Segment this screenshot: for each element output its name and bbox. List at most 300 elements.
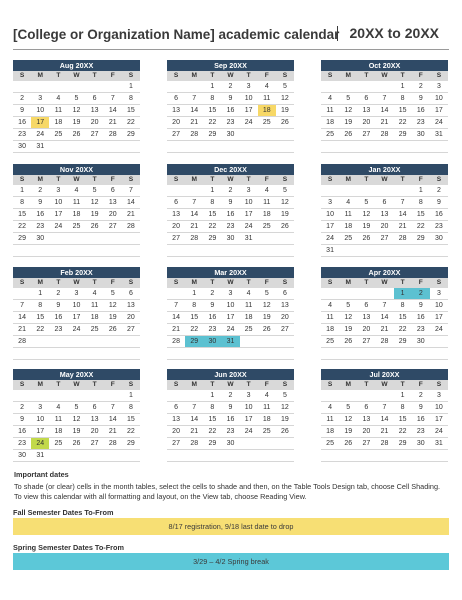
- day-cell[interactable]: [339, 390, 357, 401]
- day-cell[interactable]: 24: [435, 119, 443, 126]
- day-cell[interactable]: [412, 348, 430, 359]
- day-cell[interactable]: [49, 233, 67, 244]
- day-cell[interactable]: 2: [210, 290, 215, 297]
- day-cell[interactable]: 14: [190, 416, 199, 423]
- day-cell[interactable]: 23: [54, 326, 63, 333]
- day-cell[interactable]: 3: [38, 95, 43, 102]
- day-cell[interactable]: [185, 141, 203, 152]
- day-cell[interactable]: 14: [127, 199, 135, 206]
- day-cell[interactable]: 27: [362, 338, 371, 345]
- day-cell[interactable]: 22: [398, 326, 407, 333]
- day-cell[interactable]: 10: [326, 211, 334, 218]
- day-cell[interactable]: [339, 141, 357, 152]
- day-cell[interactable]: 15: [208, 416, 217, 423]
- day-cell[interactable]: 3: [38, 404, 43, 411]
- day-cell[interactable]: [167, 450, 185, 461]
- day-cell[interactable]: [13, 245, 31, 256]
- day-cell[interactable]: 26: [281, 428, 289, 435]
- day-cell[interactable]: 18: [344, 223, 353, 230]
- day-cell[interactable]: 2: [38, 187, 43, 194]
- day-cell[interactable]: 11: [90, 302, 99, 309]
- day-cell[interactable]: 14: [190, 107, 199, 114]
- day-cell[interactable]: [86, 390, 104, 401]
- day-cell[interactable]: [31, 81, 49, 92]
- day-cell[interactable]: 22: [208, 223, 217, 230]
- day-cell[interactable]: 31: [36, 143, 45, 150]
- day-cell[interactable]: 27: [362, 440, 371, 447]
- day-cell[interactable]: 15: [36, 314, 45, 321]
- day-cell[interactable]: 17: [226, 314, 235, 321]
- day-cell[interactable]: 7: [382, 302, 387, 309]
- day-cell[interactable]: 30: [226, 235, 235, 242]
- day-cell[interactable]: 22: [18, 223, 26, 230]
- day-cell[interactable]: 24: [326, 235, 334, 242]
- day-cell[interactable]: 20: [90, 119, 99, 126]
- day-cell[interactable]: 25: [54, 440, 63, 447]
- day-cell[interactable]: [321, 81, 339, 92]
- day-cell[interactable]: 23: [36, 223, 45, 230]
- day-cell[interactable]: 15: [127, 416, 135, 423]
- day-cell[interactable]: [86, 348, 104, 359]
- day-cell[interactable]: 2: [418, 392, 423, 399]
- day-cell[interactable]: 20: [362, 119, 371, 126]
- day-cell[interactable]: 1: [128, 392, 133, 399]
- day-cell[interactable]: [375, 348, 393, 359]
- day-cell[interactable]: 26: [72, 440, 81, 447]
- day-cell[interactable]: 17: [435, 416, 443, 423]
- day-cell[interactable]: 30: [203, 336, 221, 347]
- day-cell[interactable]: 10: [244, 199, 253, 206]
- day-cell[interactable]: 31: [221, 336, 239, 347]
- day-cell[interactable]: [412, 245, 430, 256]
- day-cell[interactable]: [357, 288, 375, 299]
- day-cell[interactable]: 14: [190, 211, 199, 218]
- day-cell[interactable]: 14: [398, 211, 407, 218]
- day-cell[interactable]: [167, 390, 185, 401]
- day-cell[interactable]: [67, 336, 85, 347]
- day-cell[interactable]: 23: [416, 119, 425, 126]
- day-cell[interactable]: [13, 348, 31, 359]
- day-cell[interactable]: [49, 336, 67, 347]
- day-cell[interactable]: 9: [38, 199, 43, 206]
- day-cell[interactable]: [375, 288, 393, 299]
- day-cell[interactable]: [49, 390, 67, 401]
- day-cell[interactable]: 21: [172, 326, 180, 333]
- day-cell[interactable]: 1: [128, 83, 133, 90]
- day-cell[interactable]: 16: [226, 211, 235, 218]
- day-cell[interactable]: 23: [226, 223, 235, 230]
- day-cell[interactable]: 10: [226, 302, 235, 309]
- day-cell[interactable]: 2: [20, 404, 25, 411]
- day-cell[interactable]: [221, 450, 239, 461]
- day-cell[interactable]: 16: [416, 107, 425, 114]
- day-cell[interactable]: 30: [18, 143, 26, 150]
- day-cell[interactable]: [203, 450, 221, 461]
- day-cell[interactable]: 3: [246, 187, 251, 194]
- day-cell[interactable]: 6: [364, 95, 369, 102]
- day-cell[interactable]: [394, 185, 412, 196]
- day-cell[interactable]: [86, 336, 104, 347]
- day-cell[interactable]: [258, 245, 276, 256]
- day-cell[interactable]: [203, 141, 221, 152]
- day-cell[interactable]: 20: [108, 211, 117, 218]
- day-cell[interactable]: 25: [262, 223, 271, 230]
- day-cell[interactable]: [67, 390, 85, 401]
- day-cell[interactable]: 13: [90, 416, 99, 423]
- day-cell[interactable]: [258, 348, 276, 359]
- day-cell[interactable]: 16: [226, 416, 235, 423]
- day-cell[interactable]: [240, 245, 258, 256]
- day-cell[interactable]: 27: [281, 326, 289, 333]
- day-cell[interactable]: [430, 348, 448, 359]
- day-cell[interactable]: [394, 245, 412, 256]
- day-cell[interactable]: 28: [380, 131, 389, 138]
- day-cell[interactable]: [122, 245, 140, 256]
- day-cell[interactable]: 22: [416, 223, 425, 230]
- day-cell[interactable]: [104, 348, 122, 359]
- day-cell[interactable]: [67, 450, 85, 461]
- day-cell[interactable]: [276, 348, 294, 359]
- day-cell[interactable]: 22: [36, 326, 45, 333]
- day-cell[interactable]: 9: [418, 404, 423, 411]
- day-cell[interactable]: [31, 245, 49, 256]
- day-cell[interactable]: 21: [127, 211, 135, 218]
- day-cell[interactable]: 29: [398, 131, 407, 138]
- day-cell[interactable]: 15: [208, 211, 217, 218]
- day-cell[interactable]: 18: [326, 119, 334, 126]
- day-cell[interactable]: 16: [226, 107, 235, 114]
- day-cell[interactable]: [185, 81, 203, 92]
- day-cell[interactable]: 23: [18, 440, 26, 447]
- day-cell[interactable]: 31: [244, 235, 253, 242]
- day-cell[interactable]: 4: [264, 392, 269, 399]
- day-cell[interactable]: 15: [416, 211, 425, 218]
- day-cell[interactable]: 4: [264, 187, 269, 194]
- day-cell[interactable]: 18: [90, 314, 99, 321]
- day-cell[interactable]: 2: [228, 392, 233, 399]
- day-cell[interactable]: [412, 450, 430, 461]
- day-cell[interactable]: 7: [110, 404, 115, 411]
- day-cell[interactable]: 5: [92, 187, 97, 194]
- day-cell[interactable]: 5: [364, 199, 369, 206]
- day-cell[interactable]: [321, 288, 339, 299]
- day-cell[interactable]: 13: [90, 107, 99, 114]
- day-cell[interactable]: 15: [398, 314, 407, 321]
- day-cell[interactable]: 15: [398, 107, 407, 114]
- day-cell[interactable]: [86, 233, 104, 244]
- day-cell[interactable]: 28: [108, 131, 117, 138]
- day-cell[interactable]: 14: [380, 107, 389, 114]
- day-cell[interactable]: 26: [344, 131, 353, 138]
- day-cell[interactable]: 25: [262, 119, 271, 126]
- day-cell[interactable]: 17: [36, 428, 45, 435]
- day-cell[interactable]: [357, 450, 375, 461]
- day-cell[interactable]: 30: [36, 235, 45, 242]
- day-cell[interactable]: [185, 390, 203, 401]
- day-cell[interactable]: 17: [326, 223, 334, 230]
- day-cell[interactable]: 24: [36, 131, 45, 138]
- day-cell[interactable]: 14: [18, 314, 26, 321]
- day-cell[interactable]: 2: [20, 95, 25, 102]
- day-cell[interactable]: 27: [172, 440, 180, 447]
- day-cell[interactable]: 3: [436, 392, 441, 399]
- day-cell[interactable]: 18: [326, 326, 334, 333]
- day-cell[interactable]: 27: [108, 223, 117, 230]
- day-cell[interactable]: 4: [264, 83, 269, 90]
- day-cell[interactable]: 22: [127, 428, 135, 435]
- day-cell[interactable]: 27: [380, 235, 389, 242]
- day-cell[interactable]: 22: [190, 326, 199, 333]
- day-cell[interactable]: [375, 81, 393, 92]
- day-cell[interactable]: 15: [190, 314, 199, 321]
- day-cell[interactable]: [276, 129, 294, 140]
- day-cell[interactable]: 26: [90, 223, 99, 230]
- day-cell[interactable]: 11: [326, 314, 334, 321]
- day-cell[interactable]: 1: [394, 288, 412, 299]
- day-cell[interactable]: 21: [108, 119, 117, 126]
- day-cell[interactable]: [67, 233, 85, 244]
- day-cell[interactable]: [258, 129, 276, 140]
- day-cell[interactable]: 25: [90, 326, 99, 333]
- day-cell[interactable]: 16: [54, 314, 63, 321]
- day-cell[interactable]: [375, 390, 393, 401]
- day-cell[interactable]: [276, 141, 294, 152]
- day-cell[interactable]: [86, 141, 104, 152]
- day-cell[interactable]: [104, 141, 122, 152]
- day-cell[interactable]: [321, 390, 339, 401]
- day-cell[interactable]: 5: [74, 95, 79, 102]
- day-cell[interactable]: 12: [262, 302, 271, 309]
- day-cell[interactable]: 12: [362, 211, 371, 218]
- day-cell[interactable]: [375, 141, 393, 152]
- day-cell[interactable]: 29: [18, 235, 26, 242]
- spring-semester-dates[interactable]: 3/29 – 4/2 Spring break: [13, 553, 449, 570]
- day-cell[interactable]: 24: [31, 438, 49, 449]
- day-cell[interactable]: 27: [172, 235, 180, 242]
- day-cell[interactable]: [276, 245, 294, 256]
- day-cell[interactable]: [104, 81, 122, 92]
- day-cell[interactable]: 24: [435, 428, 443, 435]
- day-cell[interactable]: 11: [263, 95, 271, 102]
- day-cell[interactable]: 14: [380, 416, 389, 423]
- day-cell[interactable]: 9: [436, 199, 441, 206]
- day-cell[interactable]: 6: [364, 404, 369, 411]
- day-cell[interactable]: 16: [18, 119, 26, 126]
- day-cell[interactable]: 11: [344, 211, 352, 218]
- day-cell[interactable]: 5: [264, 290, 269, 297]
- day-cell[interactable]: 12: [72, 107, 81, 114]
- day-cell[interactable]: [167, 288, 185, 299]
- day-cell[interactable]: 10: [435, 404, 443, 411]
- day-cell[interactable]: 18: [262, 416, 271, 423]
- day-cell[interactable]: 28: [172, 338, 180, 345]
- day-cell[interactable]: [240, 336, 258, 347]
- day-cell[interactable]: [13, 390, 31, 401]
- day-cell[interactable]: 20: [362, 428, 371, 435]
- day-cell[interactable]: 26: [344, 440, 353, 447]
- day-cell[interactable]: 22: [208, 428, 217, 435]
- day-cell[interactable]: 27: [90, 131, 99, 138]
- day-cell[interactable]: [357, 245, 375, 256]
- day-cell[interactable]: 7: [192, 199, 197, 206]
- day-cell[interactable]: 24: [72, 326, 81, 333]
- day-cell[interactable]: 25: [344, 235, 353, 242]
- day-cell[interactable]: [357, 141, 375, 152]
- day-cell[interactable]: 28: [380, 440, 389, 447]
- day-cell[interactable]: 30: [416, 338, 425, 345]
- day-cell[interactable]: 18: [72, 211, 81, 218]
- day-cell[interactable]: 4: [56, 404, 61, 411]
- day-cell[interactable]: [357, 348, 375, 359]
- day-cell[interactable]: 17: [244, 416, 253, 423]
- day-cell[interactable]: 14: [172, 314, 180, 321]
- day-cell[interactable]: 27: [127, 326, 135, 333]
- day-cell[interactable]: 1: [210, 392, 215, 399]
- day-cell[interactable]: 25: [262, 428, 271, 435]
- day-cell[interactable]: 29: [185, 336, 203, 347]
- day-cell[interactable]: 15: [208, 107, 217, 114]
- day-cell[interactable]: 23: [435, 223, 443, 230]
- day-cell[interactable]: 21: [380, 326, 389, 333]
- day-cell[interactable]: 27: [172, 131, 180, 138]
- day-cell[interactable]: 12: [90, 199, 99, 206]
- day-cell[interactable]: 16: [18, 428, 26, 435]
- day-cell[interactable]: 19: [281, 416, 289, 423]
- day-cell[interactable]: [221, 141, 239, 152]
- day-cell[interactable]: 12: [344, 314, 353, 321]
- day-cell[interactable]: [122, 233, 140, 244]
- day-cell[interactable]: [339, 288, 357, 299]
- day-cell[interactable]: [339, 245, 357, 256]
- day-cell[interactable]: [185, 245, 203, 256]
- day-cell[interactable]: 24: [54, 223, 63, 230]
- day-cell[interactable]: 12: [281, 199, 289, 206]
- day-cell[interactable]: [203, 245, 221, 256]
- day-cell[interactable]: 21: [398, 223, 407, 230]
- day-cell[interactable]: 31: [36, 452, 45, 459]
- day-cell[interactable]: 11: [263, 199, 271, 206]
- day-cell[interactable]: [339, 348, 357, 359]
- day-cell[interactable]: [31, 348, 49, 359]
- day-cell[interactable]: 6: [92, 404, 97, 411]
- day-cell[interactable]: 28: [18, 338, 26, 345]
- day-cell[interactable]: 5: [282, 392, 287, 399]
- day-cell[interactable]: 20: [281, 314, 289, 321]
- day-cell[interactable]: 30: [416, 440, 425, 447]
- day-cell[interactable]: 1: [418, 187, 423, 194]
- day-cell[interactable]: [394, 450, 412, 461]
- day-cell[interactable]: 18: [54, 119, 63, 126]
- day-cell[interactable]: 26: [344, 338, 353, 345]
- day-cell[interactable]: [122, 141, 140, 152]
- day-cell[interactable]: 4: [328, 404, 333, 411]
- day-cell[interactable]: 19: [90, 211, 99, 218]
- day-cell[interactable]: 8: [210, 199, 215, 206]
- day-cell[interactable]: 23: [226, 119, 235, 126]
- day-cell[interactable]: 23: [208, 326, 217, 333]
- day-cell[interactable]: 2: [436, 187, 441, 194]
- day-cell[interactable]: 20: [172, 428, 180, 435]
- day-cell[interactable]: 29: [127, 440, 135, 447]
- day-cell[interactable]: [49, 348, 67, 359]
- day-cell[interactable]: [49, 81, 67, 92]
- day-cell[interactable]: 21: [380, 428, 389, 435]
- day-cell[interactable]: 28: [190, 131, 199, 138]
- day-cell[interactable]: 17: [31, 117, 49, 128]
- day-cell[interactable]: 19: [281, 211, 289, 218]
- day-cell[interactable]: 20: [362, 326, 371, 333]
- day-cell[interactable]: 11: [326, 416, 334, 423]
- day-cell[interactable]: 27: [90, 440, 99, 447]
- day-cell[interactable]: [430, 336, 448, 347]
- day-cell[interactable]: 17: [435, 314, 443, 321]
- day-cell[interactable]: 1: [210, 187, 215, 194]
- day-cell[interactable]: 5: [346, 95, 351, 102]
- day-cell[interactable]: 31: [435, 131, 443, 138]
- day-cell[interactable]: 8: [210, 95, 215, 102]
- day-cell[interactable]: [104, 336, 122, 347]
- day-cell[interactable]: 29: [398, 440, 407, 447]
- day-cell[interactable]: 18: [54, 428, 63, 435]
- day-cell[interactable]: 23: [18, 131, 26, 138]
- day-cell[interactable]: [258, 450, 276, 461]
- day-cell[interactable]: [167, 348, 185, 359]
- day-cell[interactable]: 29: [208, 131, 217, 138]
- day-cell[interactable]: 8: [20, 199, 25, 206]
- day-cell[interactable]: 28: [127, 223, 135, 230]
- day-cell[interactable]: 7: [174, 302, 179, 309]
- day-cell[interactable]: 19: [344, 428, 353, 435]
- day-cell[interactable]: 21: [18, 326, 26, 333]
- day-cell[interactable]: 25: [326, 440, 334, 447]
- day-cell[interactable]: 19: [344, 119, 353, 126]
- day-cell[interactable]: [357, 185, 375, 196]
- day-cell[interactable]: 31: [326, 247, 334, 254]
- day-cell[interactable]: 7: [128, 187, 133, 194]
- day-cell[interactable]: [276, 336, 294, 347]
- day-cell[interactable]: [122, 450, 140, 461]
- day-cell[interactable]: [339, 185, 357, 196]
- day-cell[interactable]: [430, 245, 448, 256]
- day-cell[interactable]: [258, 336, 276, 347]
- day-cell[interactable]: [185, 185, 203, 196]
- day-cell[interactable]: 19: [344, 326, 353, 333]
- day-cell[interactable]: 25: [326, 338, 334, 345]
- day-cell[interactable]: 10: [435, 95, 443, 102]
- day-cell[interactable]: [240, 129, 258, 140]
- day-cell[interactable]: 25: [72, 223, 81, 230]
- day-cell[interactable]: 8: [192, 302, 197, 309]
- day-cell[interactable]: 13: [281, 302, 289, 309]
- day-cell[interactable]: 20: [127, 314, 135, 321]
- day-cell[interactable]: 3: [56, 187, 61, 194]
- day-cell[interactable]: [13, 81, 31, 92]
- day-cell[interactable]: 19: [72, 428, 81, 435]
- day-cell[interactable]: [67, 81, 85, 92]
- day-cell[interactable]: 28: [190, 440, 199, 447]
- day-cell[interactable]: [221, 348, 239, 359]
- day-cell[interactable]: 3: [436, 83, 441, 90]
- day-cell[interactable]: 13: [127, 302, 135, 309]
- day-cell[interactable]: 4: [56, 95, 61, 102]
- day-cell[interactable]: 6: [382, 199, 387, 206]
- day-cell[interactable]: 13: [172, 211, 180, 218]
- day-cell[interactable]: 7: [20, 302, 25, 309]
- day-cell[interactable]: 9: [20, 107, 25, 114]
- day-cell[interactable]: 5: [282, 83, 287, 90]
- day-cell[interactable]: 19: [362, 223, 371, 230]
- day-cell[interactable]: 12: [72, 416, 81, 423]
